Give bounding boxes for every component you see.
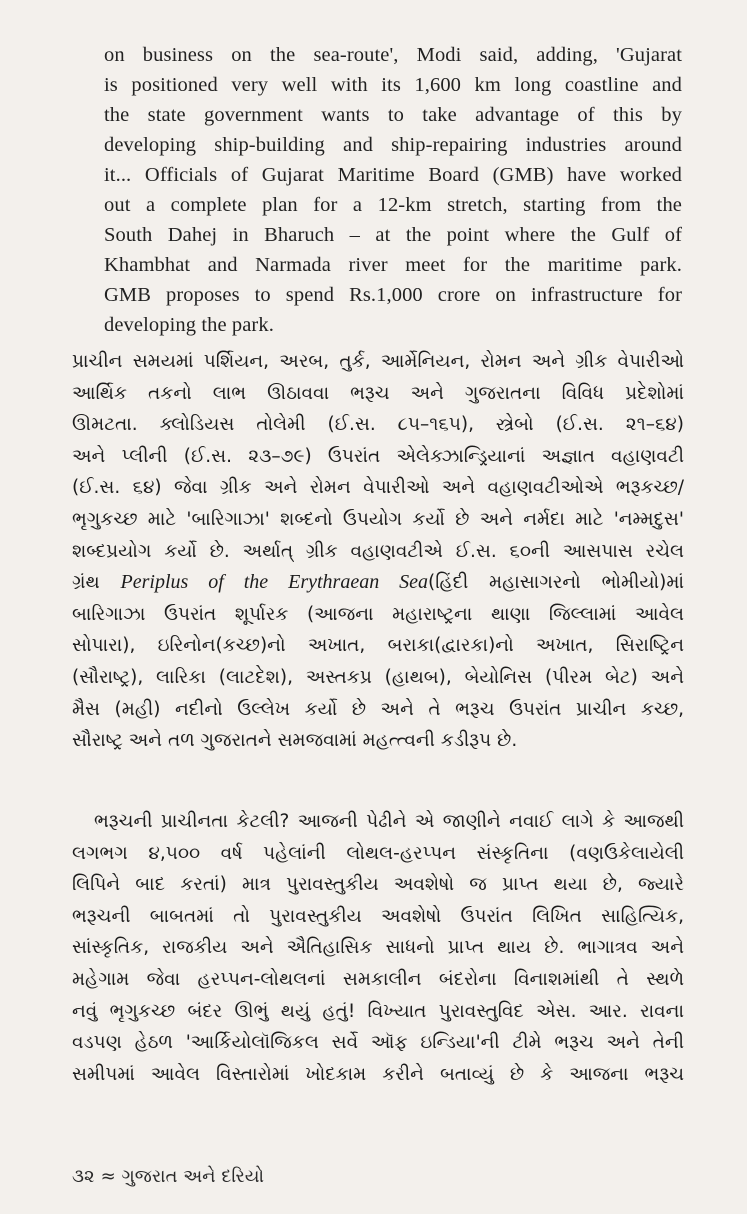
paragraph-line: નવું ભૃગુકચ્છ બંદર ઊભું થયું હતું! વિખ્યાત પુરાવસ્તુવિદ એસ. આર. રાવના <box>72 1000 684 1022</box>
gujarati-paragraph-2 <box>72 806 684 1090</box>
english-quote-block <box>104 40 682 340</box>
paragraph-line: પ્રાચીન સમયમાં પર્શિયન, અરબ, તુર્ક, આર્મેનિયન, રોમન અને ગ્રીક વેપારીઓ <box>72 351 684 372</box>
page-footer <box>72 1166 264 1187</box>
running-book-title: ગુજરાત અને દરિયો <box>121 1166 264 1187</box>
paragraph-line: સોપારા), ઇરિનોન(કચ્છ)નો અખાત, બરાકા(દ્વારકા)નો અખાત, સિરાષ્ટ્રિન <box>72 635 684 657</box>
quote-line: developing the park. <box>104 314 274 336</box>
paragraph-line: બારિગાઝા ઉપરાંત શૂર્પારક (આજના મહારાષ્ટ્રના થાણા જિલ્લામાં આવેલ <box>72 603 684 625</box>
paragraph-line <box>72 567 684 599</box>
book-title-translation: (હિંદી મહાસાગરનો ભોમીયો)માં <box>428 572 684 594</box>
paragraph-line: ભરૂચની પ્રાચીનતા કેટલી? આજની પેઢીને એ જાણીને નવાઈ લાગે કે આજથી <box>94 811 684 832</box>
paragraph-line: મહેગામ જેવા હરપ્પન-લોથલનાં સમકાલીન બંદરોના વિનાશમાંથી તે સ્થળે <box>72 968 684 990</box>
gujarati-paragraph-1 <box>72 346 684 757</box>
paragraph-line: ઊમટતા. ક્લોડિયસ તોલેમી (ઈ.સ. ૮૫–૧૬૫), સ્ત્રેબો (ઈ.સ. ૨૧–૬૪) <box>72 414 684 436</box>
paragraph-line: સમીપમાં આવેલ વિસ્તારોમાં ખોદકામ કરીને બતાવ્યું છે કે આજના ભરૂચ <box>72 1063 684 1085</box>
paragraph-line: સૌરાષ્ટ્ર અને તળ ગુજરાતને સમજવામાં મહત્ત્વની કડીરૂપ છે. <box>72 730 518 752</box>
paragraph-line: ભરૂચની બાબતમાં તો પુરાવસ્તુકીય અવશેષો ઉપરાંત લિખિત સાહિત્યિક, <box>72 905 684 927</box>
footer-separator: ≈ <box>100 1166 116 1187</box>
quote-line: GMB proposes to spend Rs.1,000 crore on infrastructure for <box>104 284 682 306</box>
paragraph-line: વડપણ હેઠળ 'આર્કિયોલૉજિકલ સર્વે ઑફ ઇન્ડિયા'ની ટીમે ભરૂચ અને તેની <box>72 1032 684 1054</box>
paragraph-line: (સૌરાષ્ટ્ર), લારિકા (લાટદેશ), અસ્તકપ્ર (હાથબ), બેયોનિસ (પીરમ બેટ) અને <box>72 666 684 688</box>
quote-line: developing ship-building and ship-repairing industries around <box>104 134 682 156</box>
book-title-periplus: Periplus of the Erythraean Sea <box>120 571 429 594</box>
paragraph-line: સાંસ્કૃતિક, રાજકીય અને ઐતિહાસિક સાધનો પ્રાપ્ત થાય છે. ભાગાત્રવ અને <box>72 937 684 959</box>
paragraph-line: અને પ્લીની (ઈ.સ. ૨૩–૭૯) ઉપરાંત એલેક્ઝાન્ડ્રિયાનાં અજ્ઞાત વહાણવટી <box>72 445 684 467</box>
quote-line: out a complete plan for a 12-km stretch, starting from the <box>104 194 682 216</box>
paragraph-line: શબ્દપ્રયોગ કર્યો છે. અર્થાત્ ગ્રીક વહાણવટીએ ઈ.સ. ૬૦ની આસપાસ રચેલ <box>72 540 684 562</box>
paragraph-line: આર્થિક તકનો લાભ ઊઠાવવા ભરૂચ અને ગુજરાતના વિવિધ પ્રદેશોમાં <box>72 382 684 404</box>
page-number: ૩૨ <box>72 1166 95 1187</box>
paragraph-line: લિપિને બાદ કરતાં) માત્ર પુરાવસ્તુકીય અવશેષો જ પ્રાપ્ત થયા છે, જ્યારે <box>72 874 684 896</box>
paragraph-line: (ઈ.સ. ૬૪) જેવા ગ્રીક અને રોમન વેપારીઓ અને વહાણવટીઓએ ભરૂકચ્છ/ <box>72 477 684 499</box>
quote-line: is positioned very well with its 1,600 km long coastline and <box>104 74 682 96</box>
quote-line: Khambhat and Narmada river meet for the maritime park. <box>104 254 682 276</box>
paragraph-line: ભૃગુકચ્છ માટે 'બારિગાઝા' શબ્દનો ઉપયોગ કર્યો છે અને નર્મદા માટે 'નમ્મદુસ' <box>72 508 684 530</box>
word-granth: ગ્રંથ <box>72 572 100 594</box>
paragraph-line: લગભગ ૪,૫૦૦ વર્ષ પહેલાંની લોથલ-હરપ્પન સંસ્કૃતિના (વણઉકેલાયેલી <box>72 842 684 864</box>
quote-line: on business on the sea-route', Modi said, adding, 'Gujarat <box>104 44 682 66</box>
quote-line: South Dahej in Bharuch – at the point where the Gulf of <box>104 224 682 246</box>
paragraph-line: મૈસ (મહી) નદીનો ઉલ્લેખ કર્યો છે અને તે ભરૂચ ઉપરાંત પ્રાચીન કચ્છ, <box>72 698 684 720</box>
quote-line: it... Officials of Gujarat Maritime Board (GMB) have worked <box>104 164 682 186</box>
quote-line: the state government wants to take advantage of this by <box>104 104 682 126</box>
